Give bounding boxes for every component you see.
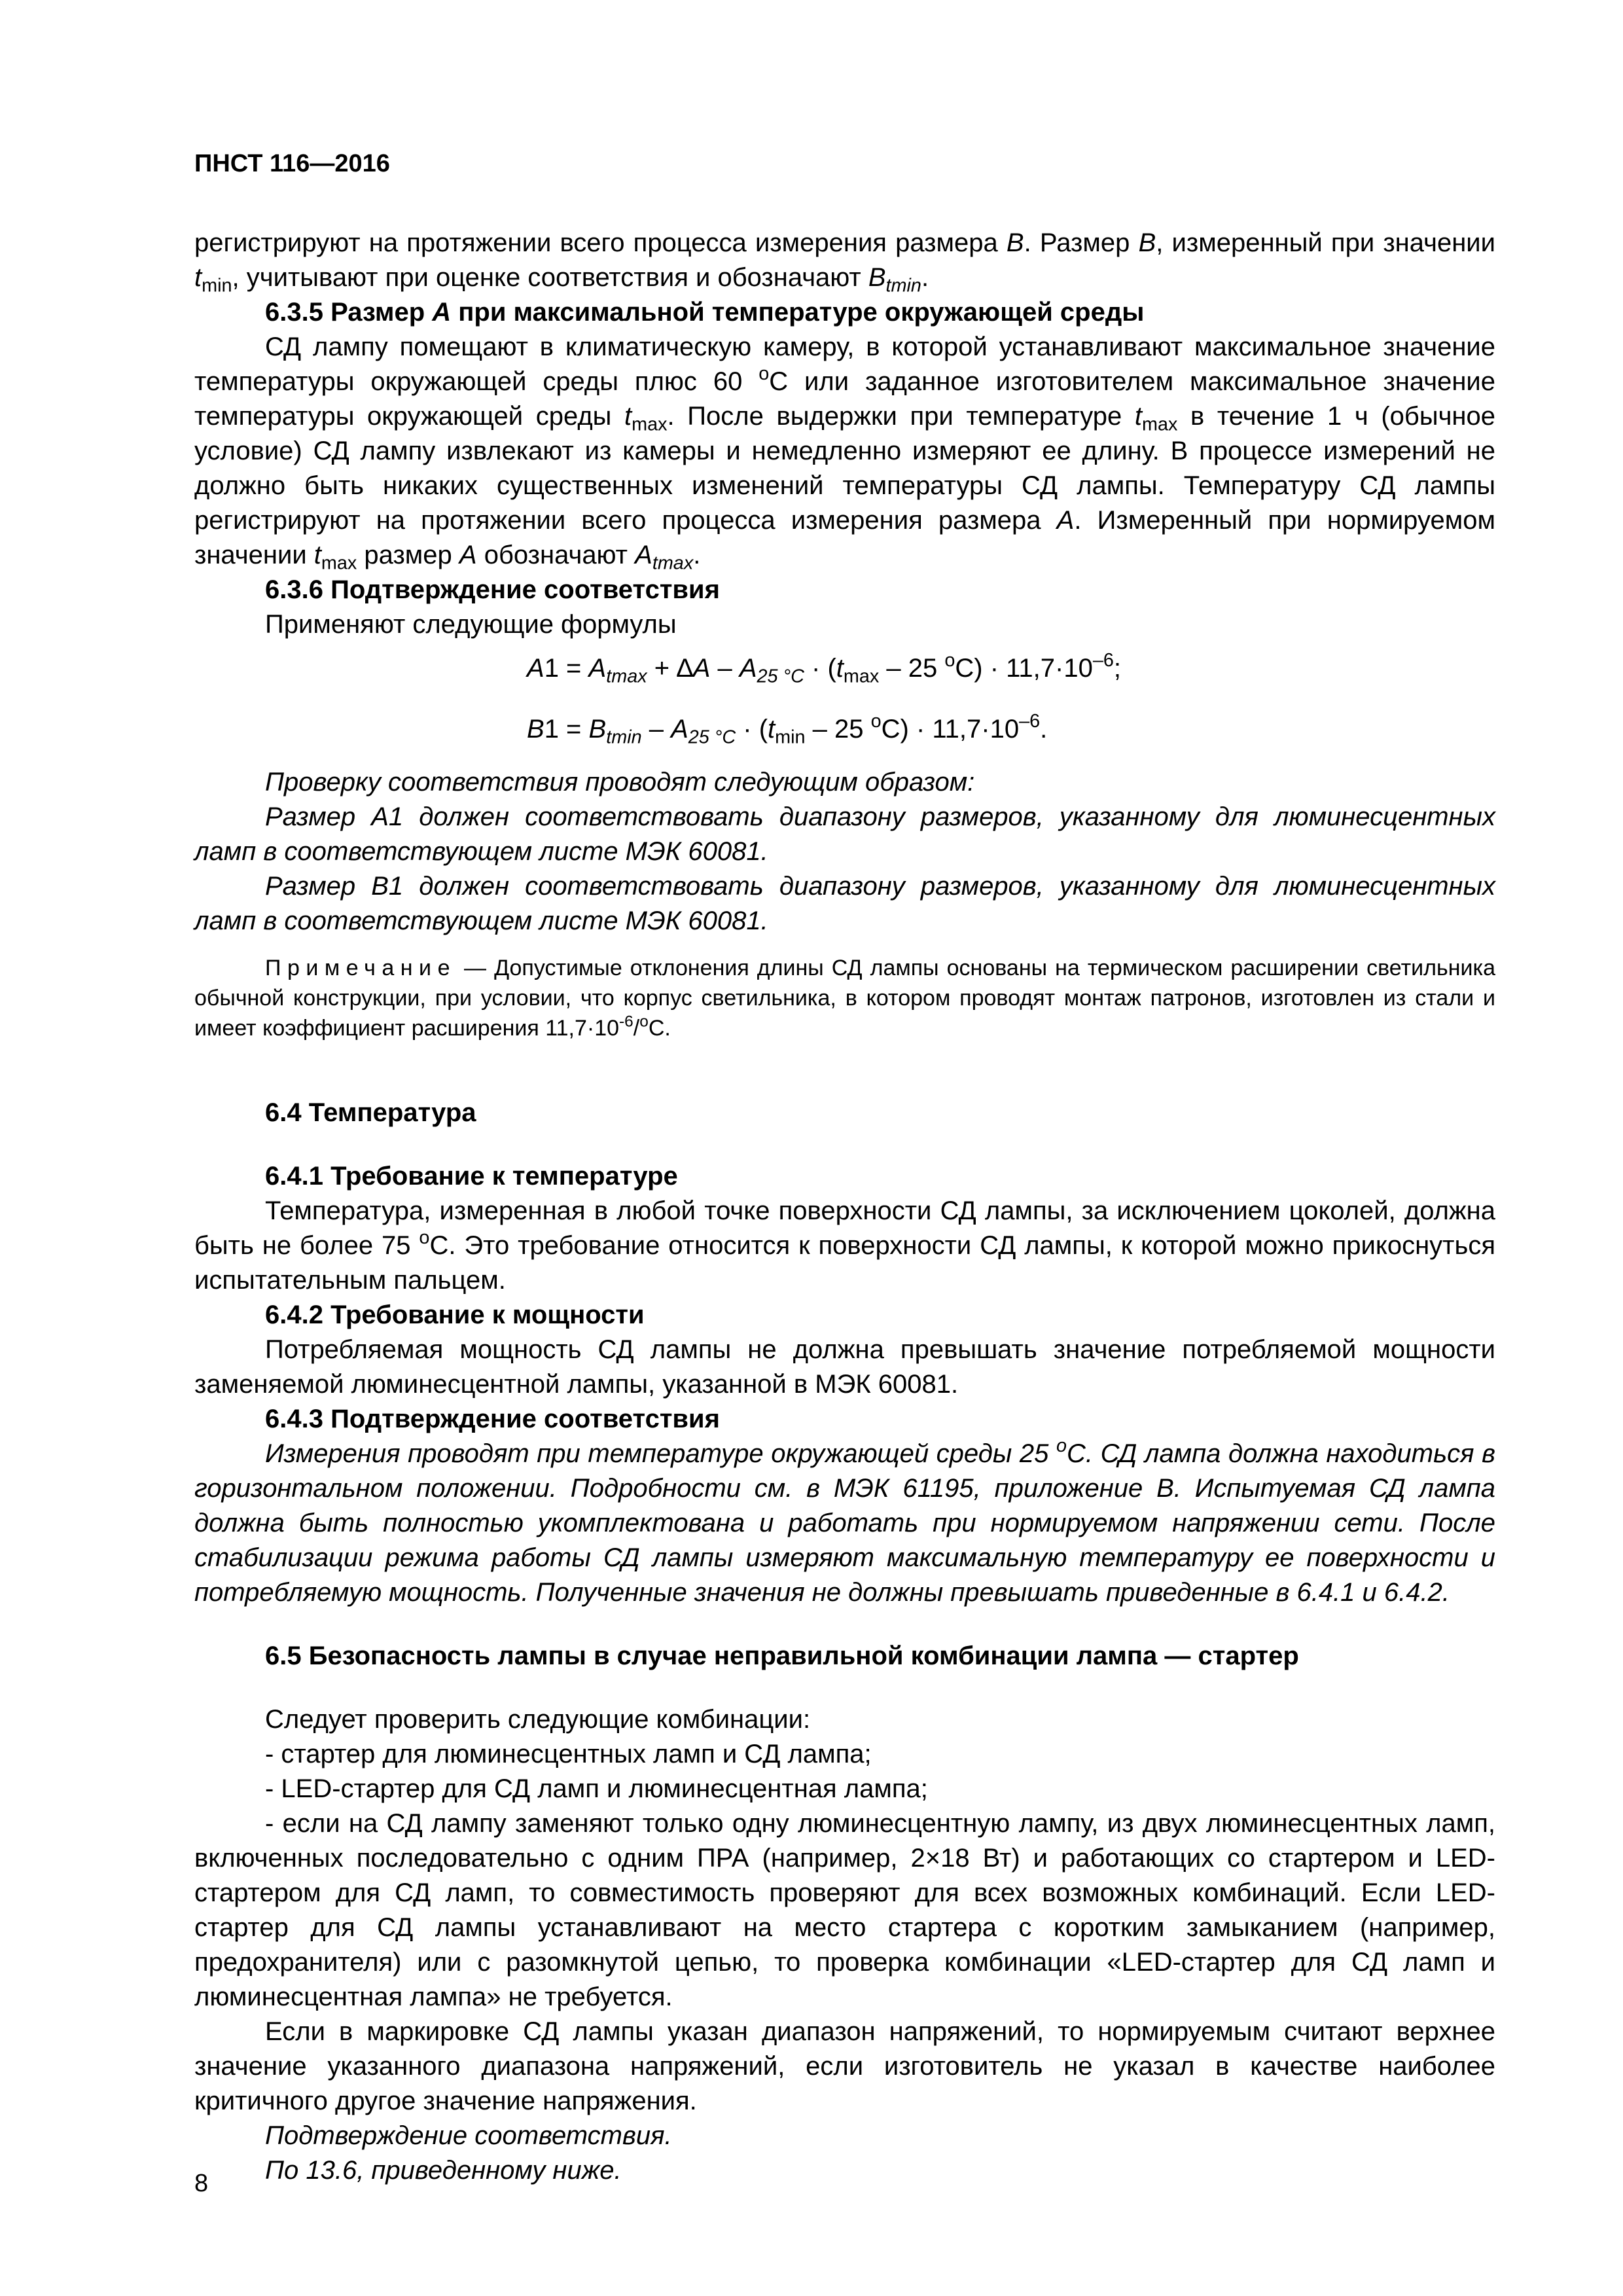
formulas-intro: Применяют следующие формулы	[265, 610, 677, 639]
page-number: 8	[194, 2170, 209, 2197]
heading-6-4: 6.4 Температура	[265, 1098, 476, 1127]
formula-a1: $A1 = A_{tmax} + \Delta A - A_{25 ^\circ C} \cdot (t_{max} - 25$ $^oC) \cdot 11,7\cdot 10^{-6}$;	[527, 650, 1121, 687]
check-b1: Размер B1 должен соответствовать диапазону размеров, указанному для люминесцентных ламп в соответствующем листе МЭК 60081.	[194, 872, 1495, 935]
paragraph-6-5-confirm: Подтверждение соответствия.	[265, 2121, 672, 2150]
heading-6-4-3: 6.4.3 Подтверждение соответствия	[265, 1405, 720, 1433]
heading-6-4-2: 6.4.2 Требование к мощности	[265, 1300, 645, 1329]
note: Примечание — Допустимые отклонения длины СД лампы основаны на термическом расширении светильника обычной конструкции, при условии, что корпус светильника, в котором проводят монтаж патронов, изготовлен из стали и имеет коэффициент расширения $11,7\cdot 10^{-6}/^oC$.	[194, 956, 1495, 1041]
list-item: - LED-стартер для СД ламп и люминесцентная лампа;	[265, 1774, 928, 1803]
paragraph-6-4-1: Температура, измеренная в любой точке поверхности СД лампы, за исключением цоколей, должна быть не более 75 $^o$С. Это требование относится к поверхности СД лампы, к которой можно прикоснуться испытательным пальцем.	[194, 1196, 1495, 1295]
list-item: - стартер для люминесцентных ламп и СД лампа;	[265, 1740, 872, 1768]
heading-6-4-1: 6.4.1 Требование к температуре	[265, 1162, 678, 1191]
paragraph-6-3-5: СД лампу помещают в климатическую камеру, в которой устанавливают максимальное значение температуры окружающей среды плюс 60 $^o$С или заданное изготовителем максимальное значение температуры окружающей среды $t_{max}$. После выдержки при температуре $t_{max}$ в течение 1 ч (обычное условие) СД лампу извлекают из камеры и немедленно измеряют ее длину. В процессе измерений не должно быть никаких существенных изменений температуры СД лампы. Температуру СД лампы регистрируют на протяжении всего процесса измерения размера A. Измеренный при нормируемом значении $t_{max}$ размер A обозначают $A_{tmax}$.	[194, 332, 1496, 574]
document-header: ПНСТ 116—2016	[194, 150, 390, 177]
document-page	[194, 147, 1495, 2188]
check-a1: Размер A1 должен соответствовать диапазону размеров, указанному для люминесцентных ламп в соответствующем листе МЭК 60081.	[194, 802, 1495, 866]
paragraph-6-5-ref: По 13.6, приведенному ниже.	[265, 2156, 622, 2185]
list-item: - если на СД лампу заменяют только одну люминесцентную лампу, из двух люминесцентных ламп, включенных последовательно с одним ПРА (например, 2×18 Вт) и работающих со стартером и LED-стартером для СД ламп, то совместимость проверяют для всех возможных комбинаций. Если LED-стартер для СД лампы устанавливают на место стартера с коротким замыканием (например, предохранителя) или с разомкнутой цепью, то проверка комбинации «LED-стартер для СД ламп и люминесцентная лампа» не требуется.	[194, 1809, 1495, 2011]
paragraph-6-4-2: Потребляемая мощность СД лампы не должна превышать значение потребляемой мощности заменяемой люминесцентной лампы, указанной в МЭК 60081.	[194, 1335, 1495, 1399]
check-intro: Проверку соответствия проводят следующим образом:	[265, 768, 975, 797]
heading-6-5: 6.5 Безопасность лампы в случае неправильной комбинации лампа — стартер	[265, 1641, 1299, 1670]
heading-6-3-5: 6.3.5 Размер A при максимальной температуре окружающей среды	[265, 298, 1145, 327]
heading-6-3-6: 6.3.6 Подтверждение соответствия	[265, 575, 720, 604]
formula-b1: $B1 = B_{tmin} - A_{25 ^\circ C} \cdot (t_{min} - 25$ $^oC) \cdot 11,7\cdot 10^{-6}$.	[527, 711, 1048, 748]
paragraph-6-5-voltage: Если в маркировке СД лампы указан диапазон напряжений, то нормируемым считают верхнее значение указанного диапазона напряжений, если изготовитель не указал в качестве наиболее критичного другое значение напряжения.	[194, 2017, 1495, 2115]
note-label: Примечание	[265, 956, 456, 980]
paragraph-6-4-3: Измерения проводят при температуре окружающей среды 25 $^o$С. СД лампа должна находиться в горизонтальном положении. Подробности см. в МЭК 61195, приложение В. Испытуемая СД лампа должна быть полностью укомплектована и работать при нормируемом напряжении сети. После стабилизации режима работы СД лампы измеряют максимальную температуру ее поверхности и потребляемую мощность. Полученные значения не должны превышать приведенные в 6.4.1 и 6.4.2.	[194, 1435, 1495, 1607]
paragraph-b-measurement: регистрируют на протяжении всего процесса измерения размера B. Размер B, измеренный при значении $t_{min}$, учитывают при оценке соответствия и обозначают $B_{tmin}$.	[194, 228, 1495, 296]
paragraph-6-5-intro: Следует проверить следующие комбинации:	[265, 1705, 811, 1734]
